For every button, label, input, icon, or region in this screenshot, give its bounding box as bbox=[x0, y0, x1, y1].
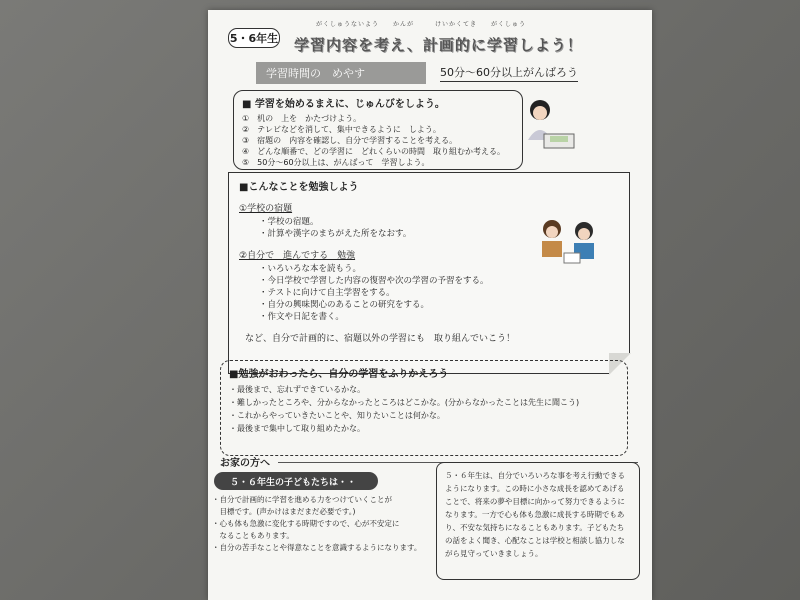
title-ruby: がくしゅうないよう かんが けいかくてき がくしゅう bbox=[316, 21, 527, 28]
parent-message-text: ５・６年生は、自分でいろいろな事を考え行動できるようになります。この時に小さな成長を認めてあげることで、将来の夢や目標に向かって努力できるようになります。一方で心も体も急激に成長する時期でもあり、不安な気持ちになることもあります。子どもたちの話をよく聞き、心配なことは学校と相談し協力しながら見守っていきましょう。 bbox=[445, 471, 625, 558]
list-item: ・難しかったところや、分からなかったところはどこかな。(分からなかったことは先生に聞こう) bbox=[229, 398, 580, 407]
preparation-heading: ■ 学習を始めるまえに、じゅんびをしよう。 bbox=[242, 99, 445, 110]
homework-subheading: ①学校の宿題 bbox=[239, 204, 293, 214]
list-item: ・自分の興味関心のあることの研究をする。 bbox=[259, 300, 430, 310]
parents-section-title: お家の方へ bbox=[220, 458, 270, 469]
reflection-box bbox=[220, 360, 628, 456]
list-item: ・これからやっていきたいことや、知りたいことは何かな。 bbox=[229, 411, 445, 420]
preparation-list bbox=[242, 113, 514, 168]
list-item: ・自分の苦手なことや得意なことを意識するようになります。 bbox=[212, 543, 422, 552]
list-item: ・テストに向けて自主学習をする。 bbox=[259, 288, 395, 298]
list-item: ② テレビなどを消して、集中できるように しよう。 bbox=[242, 125, 441, 134]
study-time-target: 50分～60分以上がんばろう bbox=[440, 64, 578, 82]
study-time-bar bbox=[256, 63, 586, 83]
parent-notes-list bbox=[212, 494, 436, 554]
parent-message-box bbox=[436, 462, 640, 580]
reflection-list bbox=[229, 383, 619, 435]
study-closing-text: など、自分で計画的に、宿題以外の学習にも 取り組んでいこう！ bbox=[245, 334, 516, 344]
list-item: ・今日学校で学習した内容の復習や次の学習の予習をする。 bbox=[259, 276, 489, 286]
reading-kids-illustration bbox=[534, 217, 604, 269]
list-item: ① 机の 上を かたづけよう。 bbox=[242, 114, 362, 123]
list-item: ・計算や漢字のまちがえた所をなおす。 bbox=[259, 229, 412, 239]
list-item: ④ どんな順番で、どの学習に どれくらいの時間 取り組むか考える。 bbox=[242, 147, 506, 156]
list-item: なることもあります。 bbox=[212, 531, 294, 540]
study-time-label: 学習時間の めやす bbox=[256, 62, 426, 84]
list-item: ・作文や日記を書く。 bbox=[259, 312, 344, 322]
list-item: ⑤ 50分～60分以上は、がんばって 学習しよう。 bbox=[242, 158, 430, 167]
list-item: ・心も体も急激に変化する時期ですので、心が不安定に bbox=[212, 519, 400, 528]
reflection-heading: ■勉強がおわったら、自分の学習をふりかえろう bbox=[229, 369, 449, 380]
list-item: ・最後まで集中して取り組めたかな。 bbox=[229, 424, 365, 433]
list-item: 目標です。(声かけはまだまだ必要です。) bbox=[212, 507, 356, 516]
what-to-study-heading: ■こんなことを勉強しよう bbox=[239, 182, 359, 193]
self-study-subheading: ②自分で 進んでする 勉強 bbox=[239, 251, 356, 261]
preparation-box bbox=[233, 90, 523, 170]
worksheet-paper bbox=[208, 10, 652, 600]
list-item: ・学校の宿題。 bbox=[259, 217, 319, 227]
list-item: ・最後まで、忘れずできているかな。 bbox=[229, 385, 366, 394]
what-to-study-box bbox=[228, 172, 630, 374]
grade-badge: 5・6年生 bbox=[228, 28, 280, 48]
list-item: ③ 宿題の 内容を確認し、自分で学習することを考える。 bbox=[242, 136, 458, 145]
list-item: ・自分で計画的に学習を進める力をつけていくことが bbox=[212, 495, 392, 504]
grade-pill-label: ５・６年生の子どもたちは・・ bbox=[214, 472, 378, 490]
studying-girl-illustration bbox=[516, 96, 578, 154]
list-item: ・いろいろな本を読もう。 bbox=[259, 264, 362, 274]
page-title: 学習内容を考え、計画的に学習しよう！ bbox=[294, 36, 583, 54]
